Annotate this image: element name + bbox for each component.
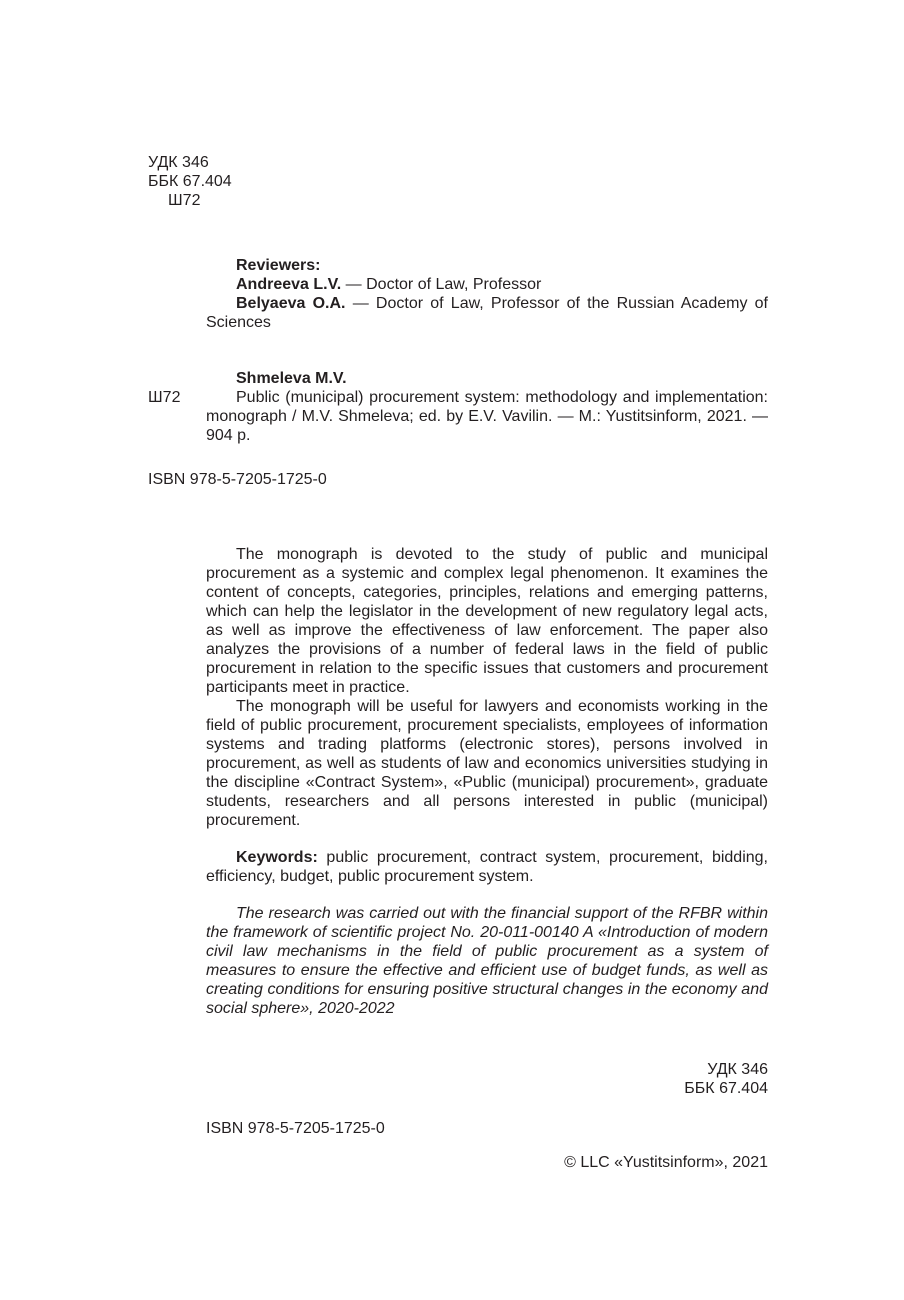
abstract-section: [206, 545, 768, 1018]
reviewer-name: Belyaeva O.A.: [236, 295, 346, 312]
classification-codes: [148, 153, 232, 210]
reviewers-heading: Reviewers:: [236, 257, 321, 274]
classification-codes-footer: [606, 1060, 768, 1098]
reviewers-section: [206, 256, 768, 332]
reviewer-description: — Doctor of Law, Professor: [341, 276, 542, 293]
bibliographic-record: [206, 369, 768, 445]
udk-code: УДК 346: [148, 154, 209, 171]
reviewer-entry: [206, 294, 768, 332]
bibliography-shifr: Ш72: [148, 389, 181, 406]
bibliographic-citation: Public (municipal) procurement system: methodology and implementation: monograph / M.V. Shmeleva; ed. by E.V. Vavilin. — M.: Yustitsinform, 2021. — 904 p.: [206, 389, 768, 444]
udk-code: УДК 346: [707, 1061, 768, 1078]
abstract-paragraph: The monograph is devoted to the study of public and municipal procurement as a systemic and complex legal phenomenon. It examines the content of concepts, categories, principles, relations and emerging patterns, which can help the legislator in the development of new regulatory legal acts, as well as improve the effectiveness of law enforcement. The paper also analyzes the provisions of a number of federal laws in the field of public procurement in relation to the specific issues that customers and procurement participants meet in practice.: [206, 546, 768, 696]
isbn-number: ISBN 978-5-7205-1725-0: [148, 471, 327, 488]
keywords-paragraph: [206, 848, 768, 886]
reviewer-description: — Doctor of Law, Professor of the Russian Academy of Sciences: [206, 295, 768, 331]
keywords-label: Keywords:: [236, 849, 318, 866]
author-name: Shmeleva M.V.: [236, 370, 347, 387]
author-shifr: Ш72: [168, 192, 201, 209]
abstract-paragraph: The monograph will be useful for lawyers and economists working in the field of public procurement, procurement specialists, employees of information systems and trading platforms (electronic stores), persons involved in procurement, as well as students of law and economics universities studying in the discipline «Contract System», «Public (municipal) procurement», graduate students, researchers and all persons interested in public (municipal) procurement.: [206, 698, 768, 829]
keywords-list: public procurement, contract system, procurement, bidding, efficiency, budget, public procurement system.: [206, 849, 768, 885]
isbn-number-footer: ISBN 978-5-7205-1725-0: [206, 1120, 385, 1137]
reviewer-entry: [206, 275, 768, 294]
bbk-code: ББК 67.404: [148, 173, 232, 190]
copyright-notice: © LLC «Yustitsinform», 2021: [564, 1154, 768, 1171]
bbk-code: ББК 67.404: [684, 1080, 768, 1097]
funding-note: The research was carried out with the financial support of the RFBR within the framework of scientific project No. 20-011-00140 A «Introduction of modern civil law mechanisms in the field of public procurement as a system of measures to ensure the effective and efficient use of budget funds, as well as creating conditions for ensuring positive structural changes in the economy and social sphere», 2020-2022: [206, 905, 768, 1017]
reviewer-name: Andreeva L.V.: [236, 276, 342, 293]
